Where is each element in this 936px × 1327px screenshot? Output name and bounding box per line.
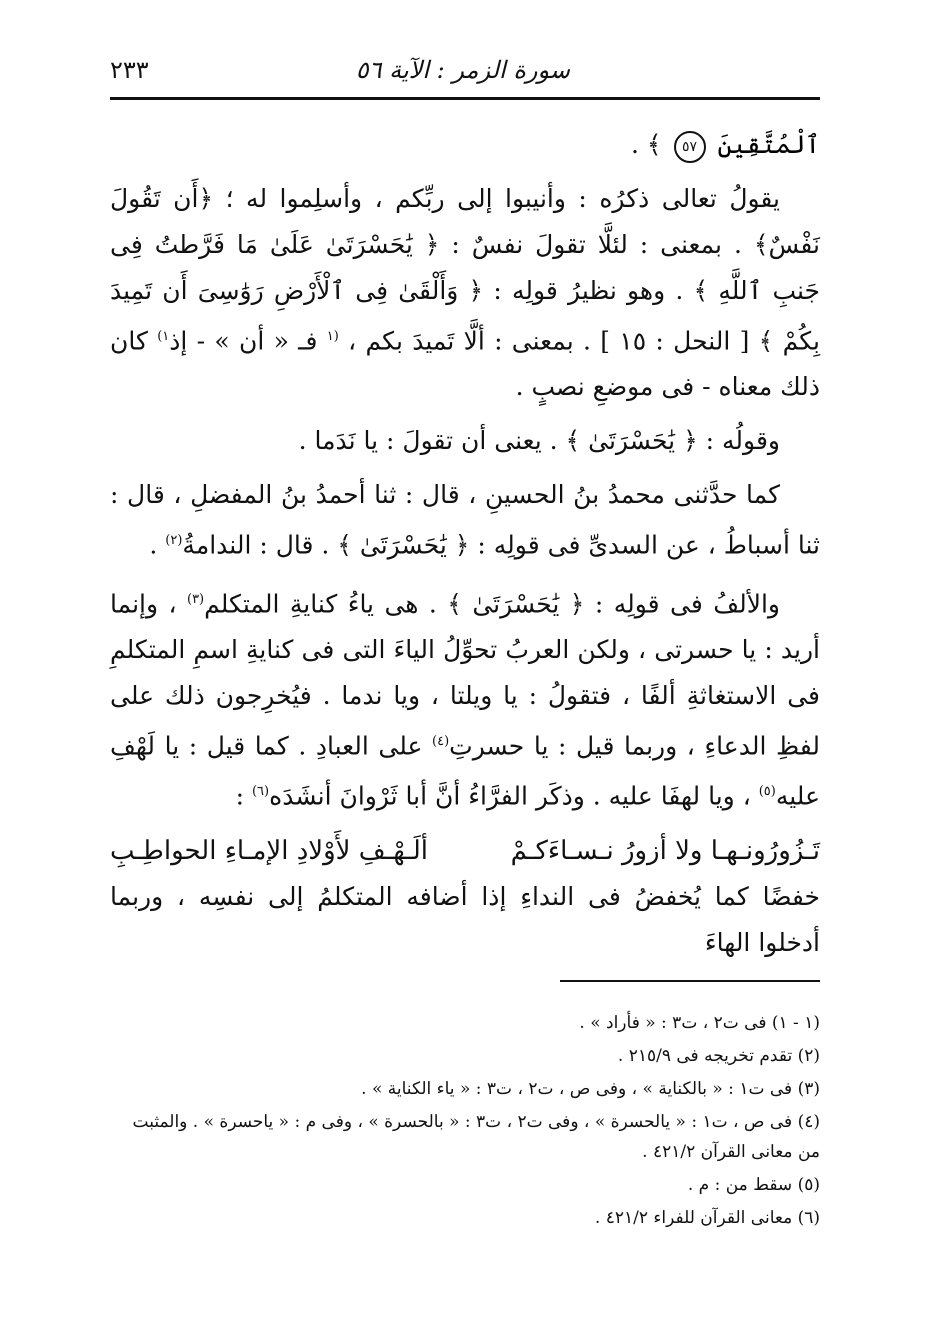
poem-hemistich-left: ألَـهْـفِ لأَوْلادِ الإمـاءِ الحواطِـبِ: [110, 835, 429, 866]
paragraph-4-text-c: على العبادِ . كما قيل : يا لَهْفِ عليه: [110, 731, 820, 811]
paragraph-2-text: وقولُه : ﴿ يَٰحَسْرَتَىٰ ﴾ . يعنى أن تقولَ : يا نَدَما .: [298, 426, 780, 456]
page-number: ٢٣٣: [110, 56, 149, 84]
page-header: [110, 42, 820, 92]
footnote-item: (٦) معانى القرآن للفراء ٤٢١/٢ .: [594, 1208, 820, 1228]
paragraph-5: [110, 874, 820, 966]
footnotes: [110, 1008, 820, 1236]
verse-end: ﴾ .: [631, 130, 662, 159]
paragraph-4-text: والألفُ فى قولِه : ﴿ يَٰحَسْرَتَىٰ ﴾ . هى ياءُ كنايةِ المتكلم: [204, 588, 780, 618]
footnote-item: (٢) تقدم تخريجه فى ٢١٥/٩ .: [617, 1046, 820, 1066]
main-text: [110, 122, 820, 974]
poem-verse: [110, 828, 820, 874]
paragraph-2: [110, 418, 820, 464]
footnote-ref-3: (٣): [186, 591, 205, 607]
running-title: سورة الزمر : الآية ٥٦: [355, 56, 570, 84]
footnote-item: (٤) فى ص ، ت١ : « يالحسرة » ، وفى ت٢ ، ت٣ : « بالحسرة » ، وفى م : « ياحسرة » . والمثبت من معانى القرآن ٤٢١/٢ .: [132, 1112, 820, 1162]
footnote-ref-1-open: (١: [326, 329, 339, 344]
footnote-ref-2: (٢): [165, 533, 183, 549]
paragraph-4-end: :: [235, 781, 244, 811]
paragraph-3-end: .: [149, 530, 158, 560]
paragraph-1: [110, 176, 820, 410]
poem-hemistich-right: تَـزُورُونـهـا ولا أزورُ نـسـاءَكـمْ: [510, 835, 820, 866]
paragraph-1-end: كان ذلك معناه - فى موضعِ نصبٍ .: [110, 326, 820, 402]
paragraph-3-text: كما حدَّثنى محمدُ بنُ الحسينِ ، قال : ثنا أحمدُ بنُ المفضلِ ، قال : ثنا أسباطُ ، عن السدىِّ فى قولِه : ﴿ يَٰحَسْرَتَىٰ ﴾ . قال : الندامةُ: [110, 480, 820, 560]
paragraph-1-text: يقولُ تعالى ذكرُه : وأنيبوا إلى ربِّكم ، وأسلِموا له ؛ ﴿أَن تَقُولَ نَفْسٌ﴾ . بمعنى : لئلَّا تقولَ نفسٌ : ﴿ يَٰحَسْرَتَىٰ عَلَىٰ مَا فَرَّطتُ فِى جَنبِ ٱللَّهِ ﴾ . وهو نظيرُ قولِه : ﴿ وَأَلْقَىٰ فِى ٱلْأَرْضِ رَوَٰسِىَ أَن تَمِيدَ بِكُمْ ﴾ [ النحل : ١٥ ] . بمعنى : ألَّا تَميدَ بكم ،: [110, 184, 821, 356]
footnote-ref-5: (٥): [758, 784, 776, 800]
paragraph-4-text-d: ، ويا لهفَا عليه . وذكَر الفرَّاءُ أنَّ أبا ثَرْوانَ أنشَدَه: [269, 781, 751, 811]
footnote-rule: [560, 980, 820, 982]
footnote-ref-6: (٦): [251, 784, 270, 800]
paragraph-5-text: خفضًا كما يُخفضُ فى النداءِ إذا أضافه المتكلمُ إلى نفسِه ، وربما أدخلوا الهاءَ: [110, 881, 820, 957]
paragraph-1-tail: فـ « أن » - إذ: [169, 326, 318, 356]
footnote-item: (١ - ١) فى ت٢ ، ت٣ : « فأراد » .: [579, 1013, 820, 1033]
header-rule: [110, 97, 820, 100]
footnote-ref-4: (٤): [432, 733, 450, 749]
paragraph-4-text-b: ، وإنما أريد : يا حسرتى ، ولكن العربُ تحوِّلُ الياءَ التى فى كنايةِ اسمِ المتكلمِ فى الاستغاثةِ ألفًا ، فتقولُ : يا ويلتا ، ويا ندما . فيُخرِجون ذلك على لفظِ الدعاءِ ، وربما قيل : يا حسرتِ: [110, 588, 820, 761]
paragraph-4: [110, 577, 820, 820]
footnote-item: (٣) فى ت١ : « بالكناية » ، وفى ص ، ت٢ ، ت٣ : « ياء الكناية » .: [361, 1079, 820, 1099]
footnote-ref-1-close: ١): [157, 329, 170, 344]
ayah-number-mark: ٥٧: [674, 131, 706, 163]
verse-word: ٱلْمُتَّقِينَ: [717, 130, 820, 159]
paragraph-3: [110, 472, 820, 568]
footnote-item: (٥) سقط من : م .: [687, 1175, 820, 1195]
verse-continuation: [110, 122, 820, 168]
